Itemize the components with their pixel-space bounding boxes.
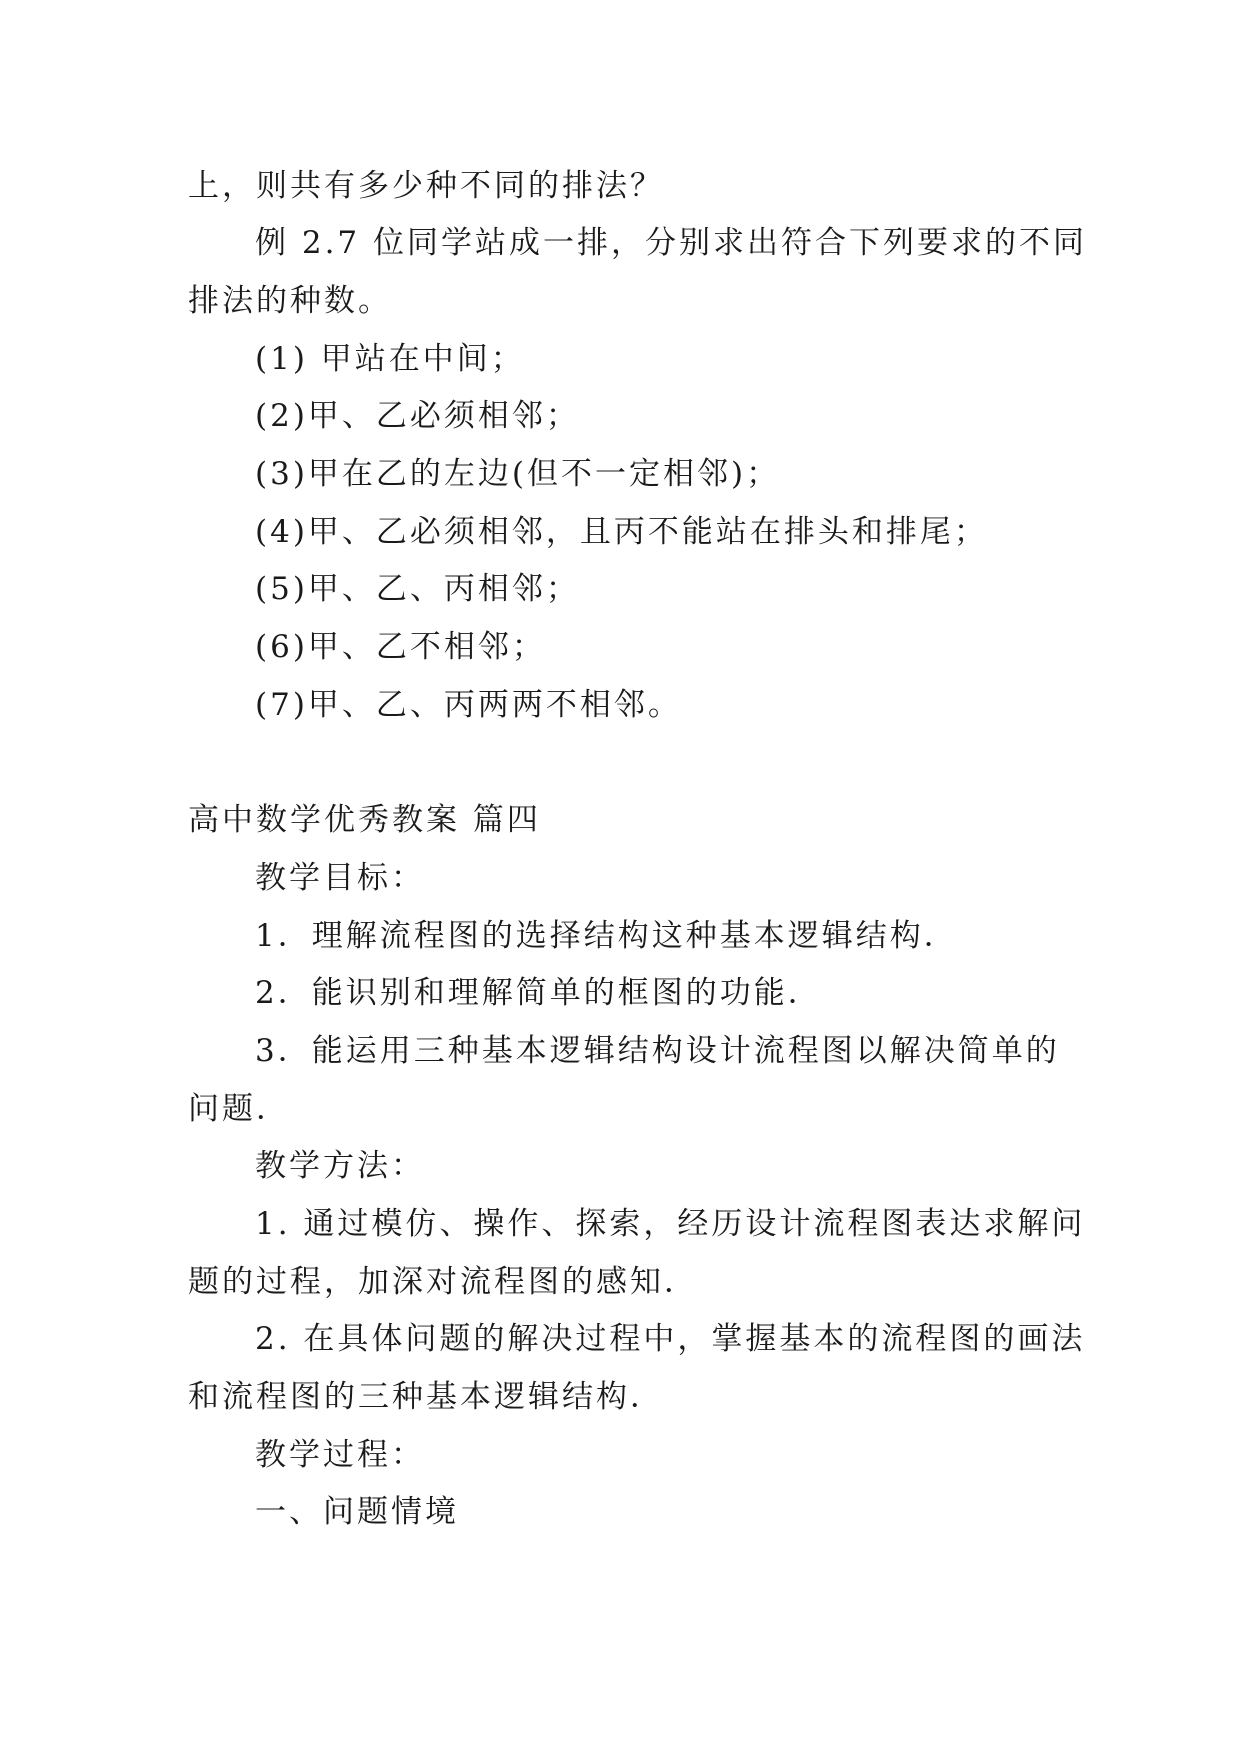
text-line: 上，则共有多少种不同的排法？ [188, 168, 664, 204]
subheading: 教学方法： [255, 1148, 425, 1184]
list-item: 2. 在具体问题的解决过程中，掌握基本的流程图的画法 [255, 1321, 1086, 1357]
subheading: 教学过程： [255, 1437, 425, 1473]
list-item: 3．能运用三种基本逻辑结构设计流程图以解决简单的 [255, 1033, 1060, 1069]
list-item: (7)甲、乙、丙两两不相邻。 [255, 687, 682, 723]
list-item: 2．能识别和理解简单的框图的功能． [255, 975, 822, 1011]
list-item: (2)甲、乙必须相邻； [255, 398, 580, 434]
list-item: (6)甲、乙不相邻； [255, 629, 546, 665]
list-item: (3)甲在乙的左边(但不一定相邻)； [255, 456, 781, 492]
section-heading: 高中数学优秀教案 篇四 [188, 802, 541, 838]
text-line: 和流程图的三种基本逻辑结构． [188, 1379, 664, 1415]
subheading: 一、问题情境 [255, 1494, 459, 1530]
list-item: (5)甲、乙、丙相邻； [255, 571, 580, 607]
text-line: 问题． [188, 1091, 290, 1127]
list-item: (1) 甲站在中间； [255, 341, 525, 377]
text-line: 题的过程，加深对流程图的感知． [188, 1264, 698, 1300]
subheading: 教学目标： [255, 860, 425, 896]
text-line: 排法的种数。 [188, 283, 392, 319]
list-item: (4)甲、乙必须相邻，且丙不能站在排头和排尾； [255, 514, 988, 550]
text-line: 例 2.7 位同学站成一排，分别求出符合下列要求的不同 [255, 225, 1088, 261]
list-item: 1．理解流程图的选择结构这种基本逻辑结构． [255, 918, 958, 954]
list-item: 1. 通过模仿、操作、探索，经历设计流程图表达求解问 [255, 1206, 1086, 1242]
